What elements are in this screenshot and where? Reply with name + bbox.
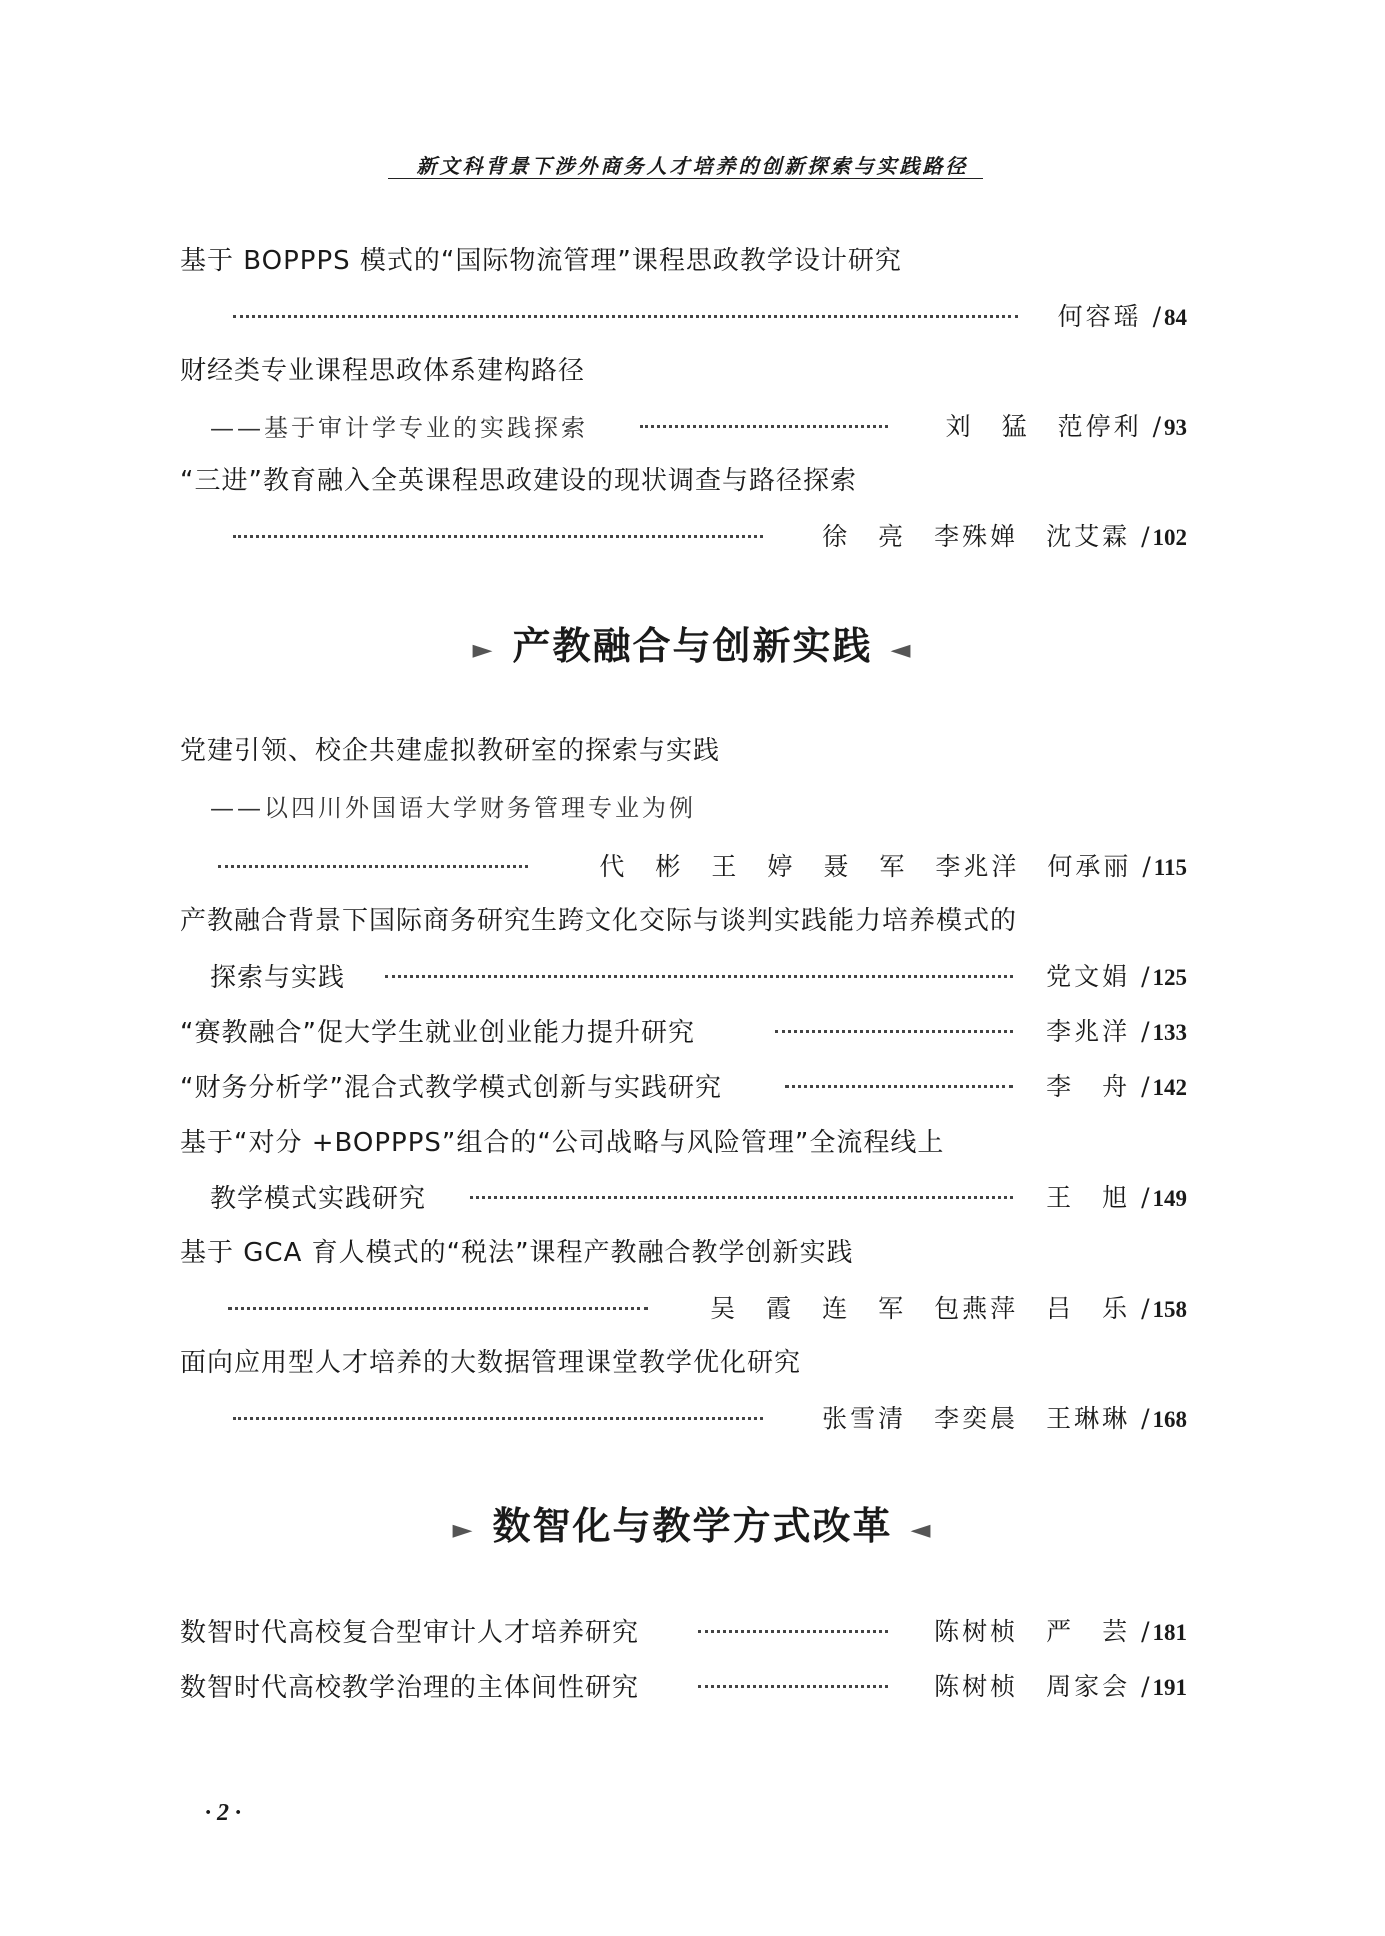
toc-entry-title[interactable]: 基于 BOPPPS 模式的“国际物流管理”课程思政教学设计研究 [180,246,902,276]
left-pointer-icon: ◄ [910,1514,933,1545]
toc-entry-byline [822,517,1187,553]
toc-entry-authors: 吴 霞 连 军 包燕萍 吕 乐 / [710,1294,1153,1323]
toc-entry-authors: 李 舟 / [1046,1072,1153,1101]
section-title: 产教融合与创新实践 [512,623,873,668]
toc-entry-page[interactable]: 168 [1152,1407,1187,1432]
toc-entry-authors: 王 旭 / [1046,1183,1153,1212]
toc-entry-page[interactable]: 84 [1164,305,1187,330]
toc-entry-page[interactable]: 125 [1152,965,1187,990]
toc-entry-page[interactable]: 115 [1153,855,1187,880]
dot-leader [470,1196,1013,1199]
toc-entry-subtitle: ——以四川外国语大学财务管理专业为例 [210,794,696,822]
toc-entry-byline [934,1612,1187,1648]
toc-entry-byline [1058,297,1187,333]
toc-entry-page[interactable]: 133 [1152,1020,1187,1045]
toc-entry-authors: 徐 亮 李殊婵 沈艾霖 / [822,522,1153,551]
page-number: · 2 · [205,1800,241,1826]
dot-leader [385,975,1013,978]
toc-entry-continuation[interactable]: 教学模式实践研究 [210,1184,427,1214]
toc-entry-page[interactable]: 181 [1152,1620,1187,1645]
section-title: 数智化与教学方式改革 [492,1503,893,1548]
toc-entry-title[interactable]: 数智时代高校复合型审计人才培养研究 [180,1618,640,1648]
toc-entry-authors: 陈树桢 严 芸 / [934,1617,1153,1646]
toc-entry-authors: 张雪清 李奕晨 王琳琳 / [822,1404,1153,1433]
toc-entry-byline [1046,1067,1187,1103]
header-rule [388,178,983,179]
toc-entry-byline [710,1289,1187,1325]
toc-entry-authors: 陈树桢 周家会 / [934,1672,1153,1701]
toc-entry-byline [822,1399,1187,1435]
toc-entry-page[interactable]: 102 [1152,525,1187,550]
toc-entry-authors: 李兆洋 / [1046,1017,1153,1046]
section-heading [0,615,1385,670]
toc-entry-byline [1046,957,1187,993]
toc-entry-authors: 代 彬 王 婷 聂 军 李兆洋 何承丽 / [599,852,1154,881]
toc-entry-authors: 何容瑶 / [1057,302,1164,331]
toc-entry-authors: 党文娟 / [1046,962,1153,991]
dot-leader [698,1685,888,1688]
toc-entry-byline [946,407,1187,443]
toc-entry-authors: 刘 猛 范停利 / [945,412,1164,441]
toc-entry-byline [599,847,1187,883]
toc-entry-byline [934,1667,1187,1703]
toc-entry-title[interactable]: 党建引领、校企共建虚拟教研室的探索与实践 [180,736,721,766]
toc-entry-title[interactable]: 面向应用型人才培养的大数据管理课堂教学优化研究 [180,1348,802,1378]
running-header: 新文科背景下涉外商务人才培养的创新探索与实践路径 [416,154,969,178]
dot-leader [640,425,888,428]
dot-leader [233,315,1018,318]
toc-entry-page[interactable]: 191 [1152,1675,1187,1700]
toc-entry-title[interactable]: 产教融合背景下国际商务研究生跨文化交际与谈判实践能力培养模式的 [180,906,1018,936]
dot-leader [698,1630,888,1633]
dot-leader [785,1085,1013,1088]
toc-entry-page[interactable]: 149 [1152,1186,1187,1211]
left-pointer-icon: ◄ [890,634,913,665]
toc-entry-title[interactable]: 基于 GCA 育人模式的“税法”课程产教融合教学创新实践 [180,1238,854,1268]
toc-entry-title[interactable]: 财经类专业课程思政体系建构路径 [180,356,586,386]
toc-entry-page[interactable]: 158 [1152,1297,1187,1322]
dot-leader [228,1307,648,1310]
section-heading [0,1495,1385,1550]
toc-entry-title[interactable]: “赛教融合”促大学生就业创业能力提升研究 [180,1018,695,1048]
toc-entry-page[interactable]: 93 [1164,415,1187,440]
right-pointer-icon: ► [472,634,495,665]
toc-entry-title[interactable]: 数智时代高校教学治理的主体间性研究 [180,1673,640,1703]
dot-leader [233,535,763,538]
toc-entry-page[interactable]: 142 [1152,1075,1187,1100]
dot-leader [775,1030,1013,1033]
toc-entry-byline [1046,1012,1187,1048]
toc-entry-subtitle: ——基于审计学专业的实践探索 [210,414,588,442]
toc-entry-continuation[interactable]: 探索与实践 [210,963,346,993]
toc-entry-title[interactable]: 基于“对分 +BOPPPS”组合的“公司战略与风险管理”全流程线上 [180,1128,945,1158]
dot-leader [233,1417,763,1420]
toc-entry-title[interactable]: “财务分析学”混合式教学模式创新与实践研究 [180,1073,722,1103]
toc-entry-title[interactable]: “三进”教育融入全英课程思政建设的现状调查与路径探索 [180,466,857,496]
right-pointer-icon: ► [452,1514,475,1545]
dot-leader [218,865,528,868]
toc-entry-byline [1046,1178,1187,1214]
